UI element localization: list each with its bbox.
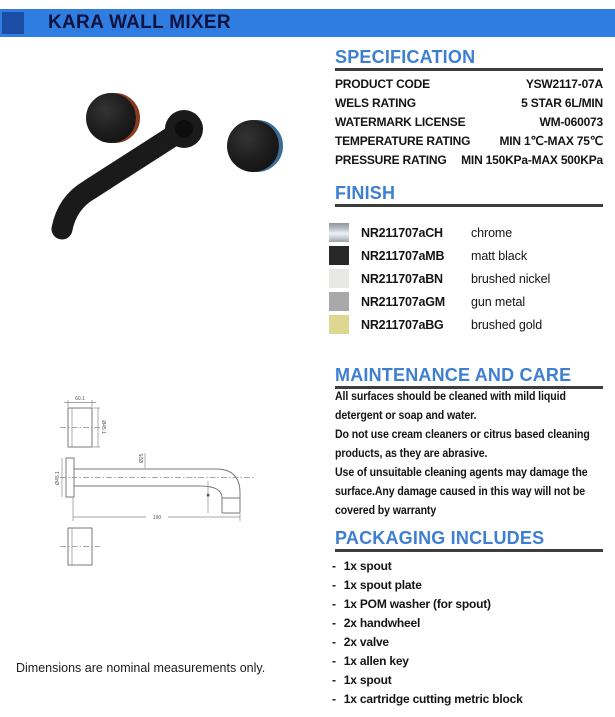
technical-drawing	[40, 385, 310, 605]
finish-option	[329, 290, 603, 313]
finish-swatch	[329, 315, 349, 334]
finish-option	[329, 313, 603, 336]
page-title: KARA WALL MIXER	[48, 12, 231, 33]
maintenance-line: Do not use cream cleaners or citrus based cleaning	[335, 429, 590, 441]
spec-label: TEMPERATURE RATING	[335, 133, 471, 148]
specification-table	[335, 74, 603, 169]
packaging-item	[332, 613, 603, 632]
dim-handle-width: 60.1	[75, 396, 85, 402]
packaging-item	[332, 670, 603, 689]
finish-swatch	[329, 223, 349, 242]
packaging-item	[332, 632, 603, 651]
spec-label: WATERMARK LICENSE	[335, 114, 466, 129]
finish-option	[329, 244, 603, 267]
finish-name: gun metal	[471, 294, 525, 309]
heading-rule	[335, 204, 603, 207]
spec-row	[335, 74, 603, 93]
bullet-square	[2, 12, 24, 34]
bullet-dash: -	[332, 634, 336, 649]
bullet-dash: -	[332, 653, 336, 668]
maintenance-line: detergent or soap and water.	[335, 410, 477, 422]
heading-rule	[335, 68, 603, 71]
specification-heading: SPECIFICATION	[335, 47, 476, 67]
spec-row	[335, 112, 603, 131]
bullet-dash: -	[332, 615, 336, 630]
finish-code: NR211707aCH	[361, 225, 443, 240]
maintenance-text	[335, 391, 603, 524]
spout	[62, 129, 184, 229]
maintenance-heading: MAINTENANCE AND CARE	[335, 365, 572, 385]
heading-rule	[335, 386, 603, 389]
dim-spout-diameter: Ø25	[139, 453, 145, 463]
dim-plate-diameter: Ø45.1	[55, 471, 61, 485]
packaging-item-label: 2x handwheel	[343, 615, 421, 630]
maintenance-line: All surfaces should be cleaned with mild liquid	[335, 391, 566, 403]
heading-rule	[335, 549, 603, 552]
finish-code: NR211707aMB	[361, 248, 445, 263]
bullet-dash: -	[332, 577, 336, 592]
packaging-section	[332, 527, 603, 708]
finish-code: NR211707aBN	[361, 271, 443, 286]
product-photo-wall-mixer	[15, 55, 315, 295]
dim-length: 190	[152, 515, 162, 521]
finish-swatch	[329, 246, 349, 265]
handwheel-cold	[227, 120, 279, 172]
finish-name: chrome	[471, 225, 513, 240]
finish-option	[329, 221, 603, 244]
spec-label: PRODUCT CODE	[335, 76, 430, 91]
maintenance-line: covered by warranty	[335, 505, 437, 517]
spec-value: YSW2117-07A	[525, 76, 603, 91]
wall-plate-hub	[175, 120, 193, 138]
maintenance-line: products, as they are abrasive.	[335, 448, 488, 460]
spec-value: WM-060073	[539, 114, 603, 129]
bullet-dash: -	[332, 558, 336, 573]
finish-option	[329, 267, 603, 290]
packaging-item	[332, 575, 603, 594]
finish-code: NR211707aGM	[361, 294, 445, 309]
finish-name: brushed gold	[471, 317, 543, 332]
dimensions-note: Dimensions are nominal measurements only.	[16, 661, 266, 675]
spec-row	[335, 150, 603, 169]
packaging-item-label: 1x spout	[343, 558, 392, 573]
packaging-item-label: 1x spout plate	[343, 577, 422, 592]
packaging-item	[332, 689, 603, 708]
spec-row	[335, 131, 603, 150]
packaging-list	[332, 556, 603, 708]
packaging-item-label: 1x POM washer (for spout)	[343, 596, 491, 611]
packaging-item-label: 1x spout	[343, 672, 392, 687]
spec-row	[335, 93, 603, 112]
packaging-item-label: 2x valve	[343, 634, 389, 649]
packaging-item-label: 1x cartridge cutting metric block	[343, 691, 523, 706]
spec-value: MIN 1℃-MAX 75℃	[499, 133, 603, 148]
bullet-dash: -	[332, 672, 336, 687]
right-column	[332, 46, 603, 711]
title-bar	[0, 9, 615, 37]
finish-name: matt black	[471, 248, 527, 263]
maintenance-line: Use of unsuitable cleaning agents may damage the	[335, 467, 588, 479]
packaging-item	[332, 594, 603, 613]
spec-label: PRESSURE RATING	[335, 152, 447, 167]
finish-code: NR211707aBG	[361, 317, 444, 332]
bullet-dash: -	[332, 691, 336, 706]
finish-swatch	[329, 269, 349, 288]
finish-swatch	[329, 292, 349, 311]
finish-list	[329, 221, 603, 336]
spec-label: WELS RATING	[335, 95, 416, 110]
finish-section	[335, 182, 603, 336]
packaging-item	[332, 556, 603, 575]
packaging-item-label: 1x allen key	[343, 653, 409, 668]
spec-value: MIN 150KPa-MAX 500KPa	[461, 152, 603, 167]
handwheel-hot	[86, 93, 136, 143]
specification-section	[335, 46, 603, 169]
finish-heading: FINISH	[335, 183, 396, 203]
maintenance-line: surface.Any damage caused in this way will not be	[335, 486, 586, 498]
finish-name: brushed nickel	[471, 271, 551, 286]
bullet-dash: -	[332, 596, 336, 611]
packaging-heading: PACKAGING INCLUDES	[335, 528, 545, 548]
spec-value: 5 STAR 6L/MIN	[521, 95, 603, 110]
packaging-item	[332, 651, 603, 670]
maintenance-section	[335, 364, 603, 524]
dim-handle-diameter: Ø45.1	[100, 420, 106, 434]
